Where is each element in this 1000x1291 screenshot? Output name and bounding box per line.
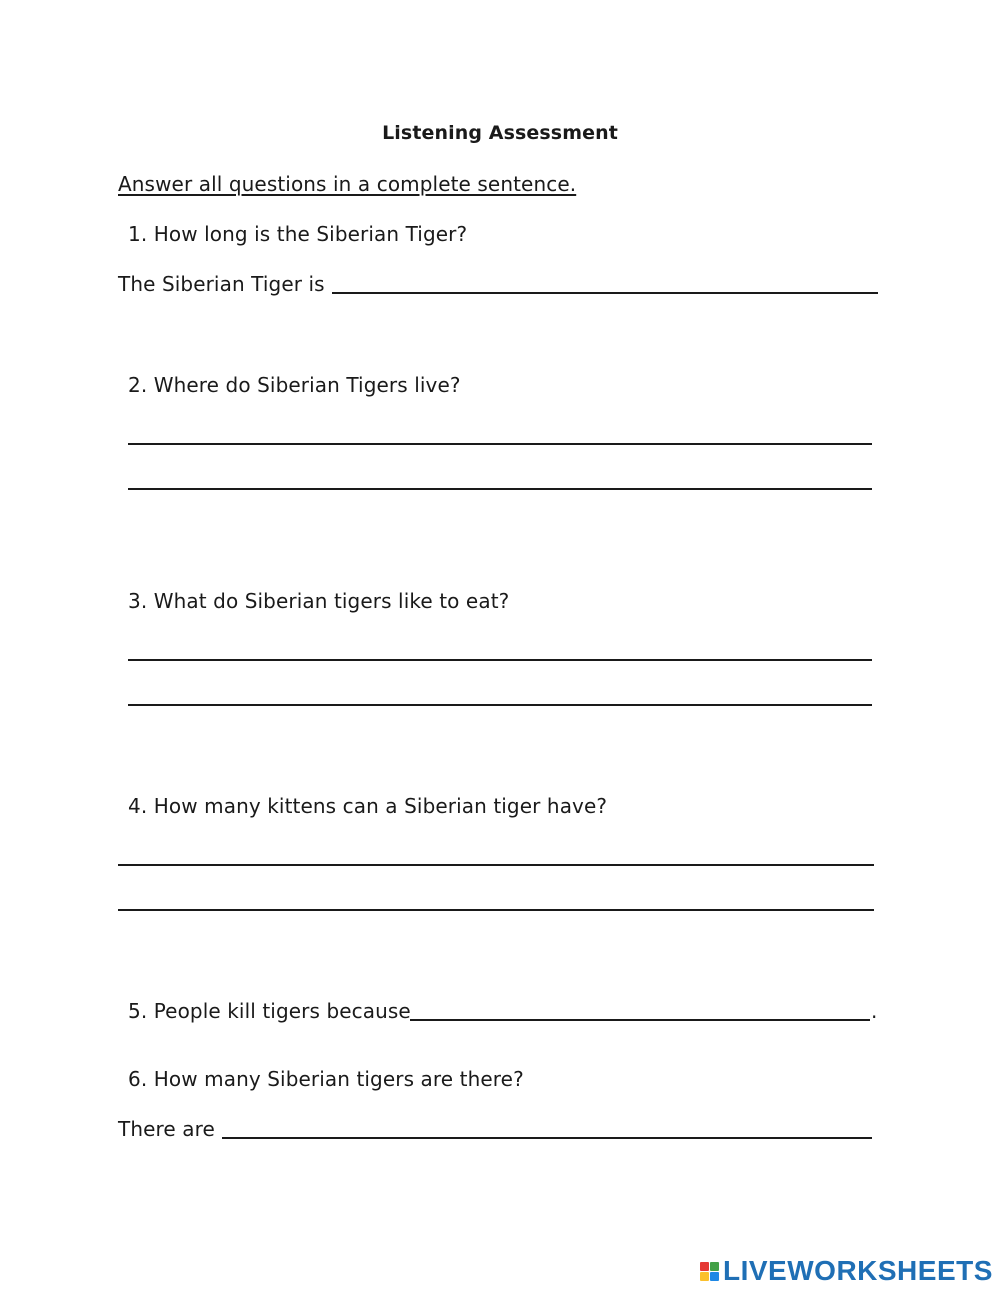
answer-line-5[interactable] [410, 1019, 870, 1021]
brand-name: LIVEWORKSHEETS [723, 1255, 993, 1286]
question-2: 2. Where do Siberian Tigers live? [128, 373, 461, 397]
answer-line-3b[interactable] [128, 704, 872, 706]
question-4: 4. How many kittens can a Siberian tiger have? [128, 794, 608, 818]
question-3: 3. What do Siberian tigers like to eat? [128, 589, 510, 613]
liveworksheets-logo [700, 1256, 993, 1286]
page-title: Listening Assessment [382, 122, 618, 144]
answer-line-4b[interactable] [118, 909, 874, 911]
answer-line-2b[interactable] [128, 488, 872, 490]
answer-line-6[interactable] [222, 1137, 872, 1139]
question-1-answer-prefix: The Siberian Tiger is [118, 272, 325, 296]
question-5-suffix: . [871, 999, 878, 1023]
answer-line-4a[interactable] [118, 864, 874, 866]
logo-block-red [700, 1262, 709, 1271]
question-5: 5. People kill tigers because [128, 999, 411, 1023]
instructions: Answer all questions in a complete sentence. [118, 172, 577, 196]
logo-block-blue [710, 1272, 719, 1281]
question-6-answer-prefix: There are [118, 1117, 215, 1141]
question-1: 1. How long is the Siberian Tiger? [128, 222, 468, 246]
logo-block-green [710, 1262, 719, 1271]
answer-line-1[interactable] [332, 292, 878, 294]
logo-blocks-icon [700, 1262, 719, 1281]
logo-block-yellow [700, 1272, 709, 1281]
answer-line-3a[interactable] [128, 659, 872, 661]
question-6: 6. How many Siberian tigers are there? [128, 1067, 524, 1091]
answer-line-2a[interactable] [128, 443, 872, 445]
